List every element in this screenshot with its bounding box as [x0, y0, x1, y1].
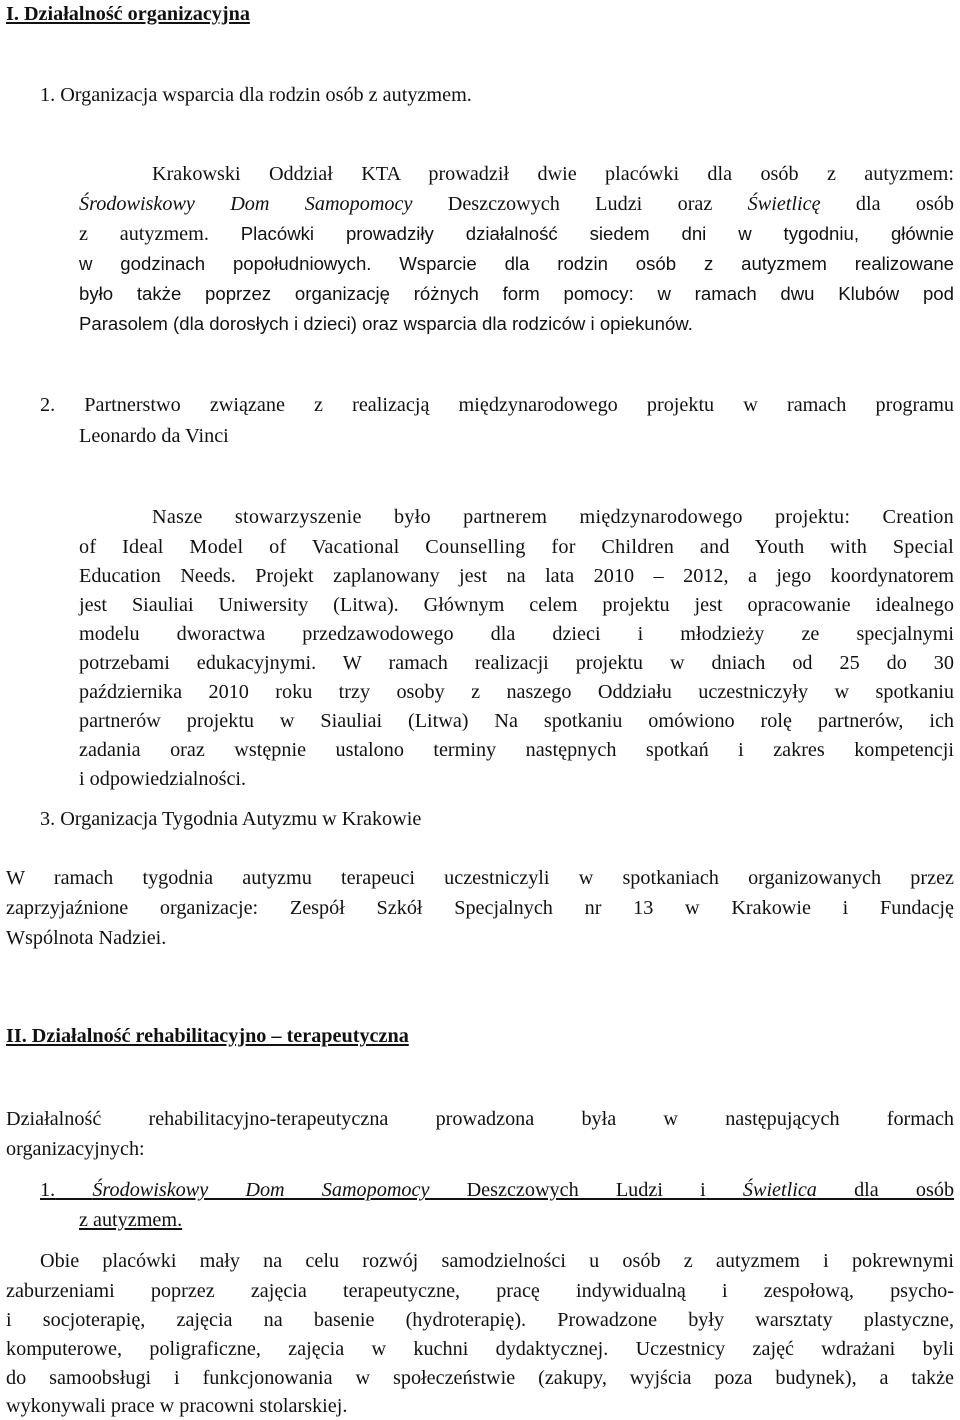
paragraph-3-line-3: Wspólnota Nadziei. — [6, 927, 167, 949]
paragraph-2-line-10: i odpowiedzialności. — [79, 768, 247, 790]
paragraph-2-line-7: października 2010 roku trzy osoby z naszego Oddziału uczestniczyły w spotkaniu — [79, 681, 954, 703]
paragraph-2-line-8: partnerów projektu w Siauliai (Litwa) Na spotkaniu omówiono rolę partnerów, ich — [79, 710, 954, 732]
paragraph-1-line-4 — [79, 252, 954, 276]
item-1-title: 1. Organizacja wsparcia dla rodzin osób z autyzmem. — [40, 84, 472, 106]
center-name-text: Deszczowych Ludzi oraz — [447, 193, 713, 215]
section-2-paragraph-line-5: do samoobsługi i funkcjonowania w społeczeństwie (zakupy, wyjścia poza budynek), a także — [6, 1367, 954, 1389]
paragraph-2-line-3: Education Needs. Projekt zaplanowany jest na lata 2010 – 2012, a jego koordynatorem — [79, 565, 954, 587]
section-2-item-1-line-1 — [40, 1178, 954, 1202]
paragraph-2-line-4: jest Siauliai Uniwersity (Litwa). Głównym celem projektu jest opracowanie idealnego — [79, 594, 954, 616]
section-2-intro-line-1: Działalność rehabilitacyjno-terapeutyczna prowadzona była w następujących formach — [6, 1108, 954, 1130]
paragraph-3-line-1: W ramach tygodnia autyzmu terapeuci uczestniczyli w spotkaniach organizowanych przez — [6, 867, 954, 889]
paragraph-1-line-6: Parasolem (dla dorosłych i dzieci) oraz wsparcia dla rodziców i opiekunów. — [79, 313, 693, 334]
item-number: 1. — [40, 1179, 56, 1201]
section-2-heading: II. Działalność rehabilitacyjno – terapeutyczna — [6, 1025, 409, 1047]
paragraph-2-line-2: of Ideal Model of Vacational Counselling for Children and Youth with Special — [79, 536, 954, 558]
sans-text-b: Wsparcie dla rodzin osób z autyzmem realizowane — [399, 253, 955, 274]
line-end-text: dla osób — [854, 1179, 955, 1201]
paragraph-2-line-5: modelu dworactwa przedzawodowego dla dzieci i młodzieży ze specjalnymi — [79, 623, 954, 645]
line-start-text: z autyzmem. — [79, 223, 209, 245]
paragraph-2-line-9: zadania oraz wstępnie ustalono terminy następnych spotkań i zakres kompetencji — [79, 739, 954, 761]
section-2-paragraph-line-4: komputerowe, poligraficzne, zajęcia w kuchni dydaktycznej. Uczestnicy zajęć wdrażani byli — [6, 1338, 954, 1360]
paragraph-1-line-2 — [79, 192, 954, 216]
center-name-text: Deszczowych Ludzi i — [466, 1179, 706, 1201]
center-name-italic: Środowiskowy Dom Samopomocy — [79, 193, 413, 215]
paragraph-1-line-3 — [79, 222, 954, 246]
section-2-intro-line-2: organizacyjnych: — [6, 1138, 145, 1160]
club-name-italic: Świetlica — [742, 1179, 817, 1201]
paragraph-1-line-5: było także poprzez organizację różnych form pomocy: w ramach dwu Klubów pod — [79, 283, 954, 304]
item-2-title-line-2: Leonardo da Vinci — [79, 425, 229, 447]
item-2-title-line-1: 2. Partnerstwo związane z realizacją międzynarodowego projektu w ramach programu — [40, 394, 954, 416]
section-2-paragraph-line-3: i socjoterapię, zajęcia na basenie (hydroterapię). Prowadzone były warsztaty plastyczne, — [6, 1309, 954, 1331]
sans-text-a: w godzinach popołudniowych. — [79, 253, 372, 274]
line-end-text: dla osób — [855, 193, 954, 215]
paragraph-2-line-1: Nasze stowarzyszenie było partnerem międzynarodowego projektu: Creation — [152, 506, 954, 528]
paragraph-2-line-6: potrzebami edukacyjnymi. W ramach realizacji projektu w dniach od 25 do 30 — [79, 652, 954, 674]
section-2-item-1-line-2: z autyzmem. — [79, 1209, 183, 1231]
section-2-paragraph-line-6: wykonywali prace w pracowni stolarskiej. — [6, 1395, 348, 1417]
section-1-heading: I. Działalność organizacyjna — [6, 3, 250, 25]
club-name-italic: Świetlicę — [747, 193, 821, 215]
section-2-paragraph-line-1: Obie placówki mały na celu rozwój samodzielności u osób z autyzmem i pokrewnymi — [40, 1250, 954, 1272]
center-name-italic: Środowiskowy Dom Samopomocy — [92, 1179, 430, 1201]
section-2-paragraph-line-2: zaburzeniami poprzez zajęcia terapeutyczne, pracę indywidualną i zespołową, psycho- — [6, 1280, 954, 1302]
item-3-title: 3. Organizacja Tygodnia Autyzmu w Krakowie — [40, 808, 422, 830]
paragraph-1-line-1: Krakowski Oddział KTA prowadził dwie placówki dla osób z autyzmem: — [152, 163, 954, 185]
paragraph-3-line-2: zaprzyjaźnione organizacje: Zespół Szkół Specjalnych nr 13 w Krakowie i Fundację — [6, 897, 954, 919]
sans-text: Placówki prowadziły działalność siedem dni w tygodniu, głównie — [240, 223, 954, 244]
